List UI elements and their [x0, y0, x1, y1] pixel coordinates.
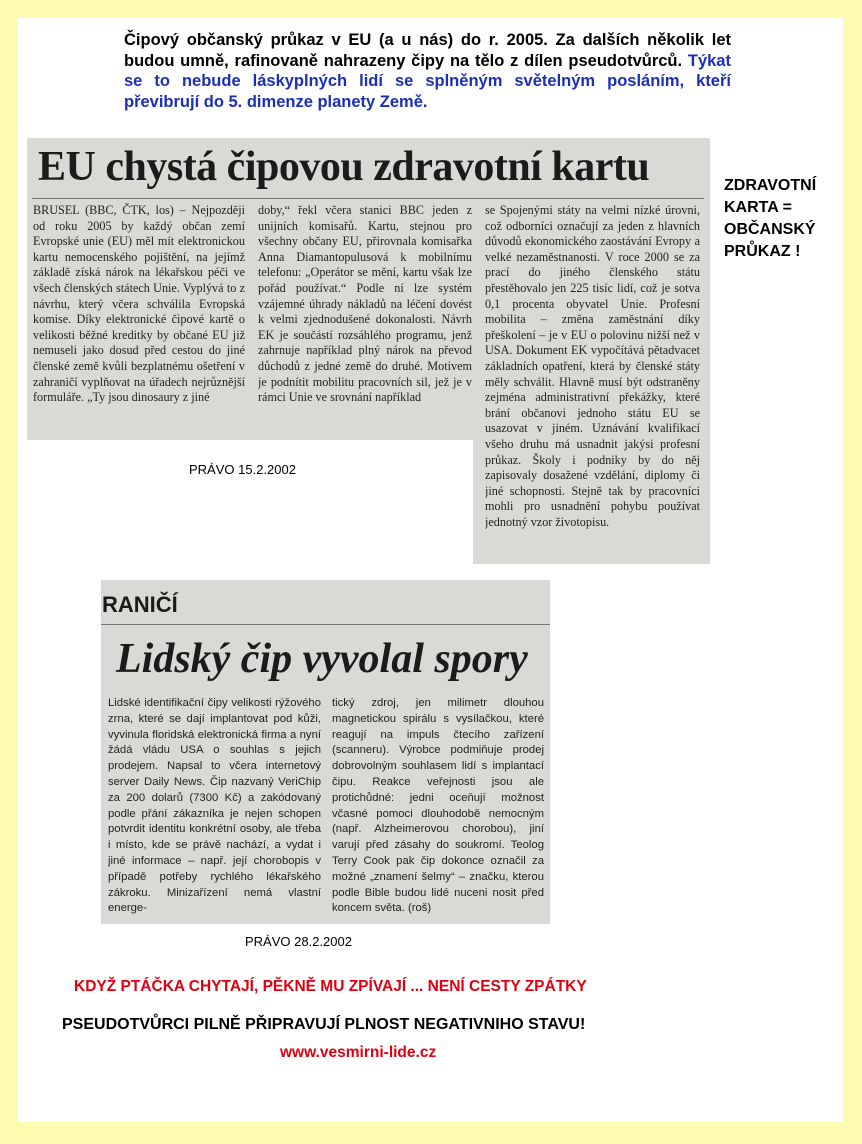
health-card-note	[724, 175, 849, 263]
note-line-2: KARTA =	[724, 199, 792, 216]
article1-col2: doby,“ řekl včera stanici BBC jeden z unijních komisařů. Kartu, stejnou pro všechny občany EU, přirovnala komisařka Anna Diamantopulusová k mobilnímu telefonu: „Operátor se mění, kartu však lze pořád používat.“ Podle ní lze systém vzájemné úhrady nákladů na léčení dovést k velmi zjednodušené dokonalosti. Návrh EK je součástí rozsáhlého programu, jenž zahrnuje například plný nárok na převod důchodů z jedné země do druhé. Motivem je podnítit mobilitu pracovních sil, jež je v rámci Unie ve srovnání například	[258, 203, 472, 405]
intro-blue: Týkat se to nebude láskyplných lidí se splněným světelným posláním, kteří převibrují do 5. dimenze planety Země.	[124, 51, 731, 111]
article1-headline: EU chystá čipovou zdravotní kartu	[38, 144, 650, 190]
note-line-1: ZDRAVOTNÍ	[724, 177, 817, 194]
article2-section: RANIČÍ	[102, 592, 178, 617]
article2-source: PRÁVO 28.2.2002	[245, 934, 352, 949]
article2-section-rule	[101, 624, 550, 625]
note-line-3: OBČANSKÝ	[724, 221, 816, 238]
article2-col2: tický zdroj, jen milimetr dlouhou magnetickou spirálu s vysílačkou, které reagují na impuls čtecího zařízení (scanneru). Výrobce podmiňuje prodej dobrovolným souhlasem lidí s implantací čipu. Reakce veřejnosti jsou ale protichůdné: jedni oceňují možnost včasné pomoci dlouhodobě nemocným (např. Alzheimerovou chorobou), jiní varují před zásahy do soukromí. Teolog Terry Cook pak čip dokonce označil za možné „znamení šelmy“ – značku, kterou podle Bible budou lidé nuceni nosit před koncem světa. (roš)	[332, 697, 544, 915]
article1-headline-rule	[32, 198, 704, 199]
slogan-red: KDYŽ PTÁČKA CHYTAJÍ, PĚKNĚ MU ZPÍVAJÍ ... NENÍ CESTY ZPÁTKY	[74, 978, 587, 995]
article2-headline: Lidský čip vyvolal spory	[116, 636, 528, 682]
article1-source: PRÁVO 15.2.2002	[189, 462, 296, 477]
intro-black: Čipový občanský průkaz v EU (a u nás) do r. 2005. Za dalších několik let budou umně, rafinovaně nahrazeny čipy na tělo z dílen pseudotvůrců.	[124, 31, 731, 70]
article1-col1: BRUSEL (BBC, ČTK, los) – Nejpozději od roku 2005 by každý občan zemí Evropské unie (EU) měl mít elektronickou kartu nemocenského pojištění, na jejímž základě získá nárok na lékařskou péči ve všech členských státech Unie. Vyplývá to z návrhu, který včera schválila Evropská komise. Díky elektronické čipové kartě o velikosti běžné kreditky by občané EU již nemuseli jako dosud před cestou do jiné členské země kvůli bezplatnému ošetření v zahraničí vyplňovat na úřadech nejrůznější formuláře. „Ty jsou dinosaury z jiné	[33, 203, 245, 405]
article1-col3: se Spojenými státy na velmi nízké úrovni, což odborníci označují za jeden z hlavních důvodů ekonomického zaostávání Evropy a velké nezaměstnanosti. V roce 2000 se za prací do jiného členského státu přestěhovalo jen 225 tisíc lidí, což je sotva 0,1 procenta obyvatel Unie. Profesní mobilita – změna zaměstnání díky přeškolení – je v EU o polovinu nižší než v USA. Dokument EK vypočítává pětadvacet základních opatření, která by členské státy měly schválit. Hlavně musí být odstraněny zejména administrativní překážky, které brání občanovi jednoho státu EU se usazovat v jiném. Uznávání kvalifikací všeho druhu má usnadnit jakýsi profesní průkaz. Školy i podniky by do něj zapisovaly dosažené vzdělání, diplomy či jiné schopnosti. Stejně tak by pracovníci mohli pro usnadnění pohybu používat jednotný vzor životopisu.	[485, 203, 700, 529]
slogan-black: PSEUDOTVŮRCI PILNĚ PŘIPRAVUJÍ PLNOST NEGATIVNIHO STAVU!	[62, 1016, 586, 1033]
website-link[interactable]: www.vesmirni-lide.cz	[280, 1044, 437, 1061]
article2-col1: Lidské identifikační čipy velikosti rýžového zrna, které se dají implantovat pod kůži, vyvinula floridská elektronická firma a nyní žádá vládu USA o souhlas s jejich prodejem. Napsal to včera internetový server Daily News. Čip nazvaný VeriChip za 200 dolarů (7300 Kč) a zakódovaný podle přání zákazníka je nejen schopen potvrdit identitu konkrétní osoby, ale třeba i místo, kde se právě nachází, a vydat i jiné informace – např. její chorobopis v případě potřeby rychlého lékařského zákroku. Minizařízení nemá vlastní energe-	[108, 697, 321, 915]
note-line-4: PRŮKAZ !	[724, 243, 801, 260]
intro-text	[124, 30, 731, 112]
